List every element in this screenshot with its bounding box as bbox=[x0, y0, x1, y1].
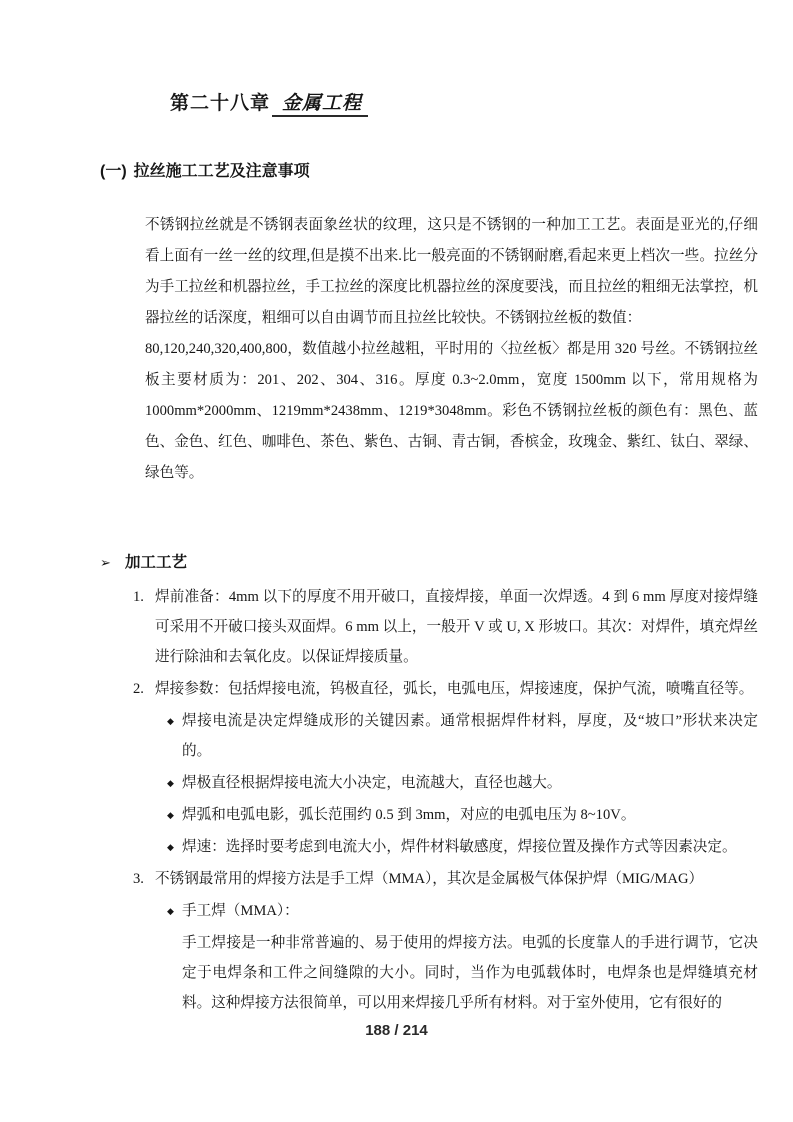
sub-bullet-text: 焊极直径根据焊接电流大小决定，电流越大，直径也越大。 bbox=[182, 775, 562, 791]
list-item-2 bbox=[100, 674, 758, 704]
sub-bullet-3 bbox=[100, 800, 758, 830]
chapter-title bbox=[170, 88, 368, 115]
sub-bullet-detail-paragraph: 手工焊接是一种非常普遍的、易于使用的焊接方法。电弧的长度靠人的手进行调节，它决定于电焊条和工件之间缝隙的大小。同时，当作为电弧载体时，电焊条也是焊缝填充材料。这种焊接方法很简单，可以用来焊接几乎所有材料。对于室外使用，它有很好的 bbox=[182, 935, 758, 1011]
sub-bullet-4 bbox=[100, 832, 758, 862]
arrow-bullet-icon: ➢ bbox=[100, 555, 111, 570]
list-item-1 bbox=[100, 582, 758, 672]
diamond-bullet-icon: ◆ bbox=[167, 906, 174, 916]
section-heading bbox=[100, 158, 310, 181]
list-item-3 bbox=[100, 864, 758, 894]
sub-bullet-2 bbox=[100, 768, 758, 798]
diamond-bullet-icon: ◆ bbox=[167, 716, 174, 726]
diamond-bullet-icon: ◆ bbox=[167, 810, 174, 820]
item-text: 不锈钢最常用的焊接方法是手工焊（MMA），其次是金属极气体保护焊（MIG/MAG） bbox=[155, 871, 704, 887]
chapter-name: 金属工程 bbox=[272, 93, 368, 117]
sub-bullet-text: 手工焊（MMA）： bbox=[182, 903, 299, 919]
item-number: 2. bbox=[133, 681, 144, 697]
sub-bullet-text: 焊速：选择时要考虑到电流大小，焊件材料敏感度，焊接位置及操作方式等因素决定。 bbox=[182, 839, 737, 855]
diamond-bullet-icon: ◆ bbox=[167, 842, 174, 852]
sub-bullet-text: 焊弧和电弧电影，弧长范围约 0.5 到 3mm，对应的电弧电压为 8~10V。 bbox=[182, 807, 636, 823]
sub-bullet-5 bbox=[100, 896, 758, 926]
section-number: (一) bbox=[100, 163, 127, 180]
section-heading-text: 拉丝施工工艺及注意事项 bbox=[133, 163, 310, 180]
process-heading bbox=[100, 552, 758, 574]
item-number: 1. bbox=[133, 589, 144, 605]
chapter-number: 第二十八章 bbox=[170, 93, 271, 114]
process-heading-text: 加工工艺 bbox=[125, 554, 188, 571]
intro-paragraph-part2: 80,120,240,320,400,800，数值越小拉丝越粗，平时用的〈拉丝板〉都是用 320 号丝。不锈钢拉丝板主要材质为：201、202、304、316。厚度 0.3~2.0mm，宽度 1500mm 以下，常用规格为 1000mm*2000mm、1219mm*2438mm、1219*3048mm。彩色不锈钢拉丝板的颜色有：黑色、蓝色、金色、红色、咖啡色、茶色、紫色、古铜、青古铜，香槟金，玫瑰金、紫红、钛白、翠绿、绿色等。 bbox=[145, 341, 758, 481]
intro-paragraph bbox=[145, 210, 758, 489]
process-section bbox=[100, 552, 758, 1020]
item-text: 焊接参数：包括焊接电流，钨极直径，弧长，电弧电压，焊接速度，保护气流，喷嘴直径等。 bbox=[155, 681, 754, 697]
intro-paragraph-part1: 不锈钢拉丝就是不锈钢表面象丝状的纹理，这只是不锈钢的一种加工工艺。表面是亚光的,仔细看上面有一丝一丝的纹理,但是摸不出来.比一般亮面的不锈钢耐磨,看起来更上档次一些。拉丝分为手工拉丝和机器拉丝，手工拉丝的深度比机器拉丝的深度要浅，而且拉丝的粗细无法掌控，机器拉丝的话深度，粗细可以自由调节而且拉丝比较快。不锈钢拉丝板的数值： bbox=[145, 217, 758, 326]
page-number-footer: 188 / 214 bbox=[365, 1022, 428, 1039]
item-text: 焊前准备：4mm 以下的厚度不用开破口，直接焊接，单面一次焊透。4 到 6 mm 厚度对接焊缝可采用不开破口接头双面焊。6 mm 以上，一般开 V 或 U, X 形坡口。其次：对焊件，填充焊丝进行除油和去氧化皮。以保证焊接质量。 bbox=[155, 589, 758, 665]
sub-bullet-1 bbox=[100, 706, 758, 766]
item-number: 3. bbox=[133, 871, 144, 887]
diamond-bullet-icon: ◆ bbox=[167, 778, 174, 788]
sub-bullet-text: 焊接电流是决定焊缝成形的关键因素。通常根据焊件材料，厚度，及“坡口”形状来决定的。 bbox=[182, 713, 758, 759]
